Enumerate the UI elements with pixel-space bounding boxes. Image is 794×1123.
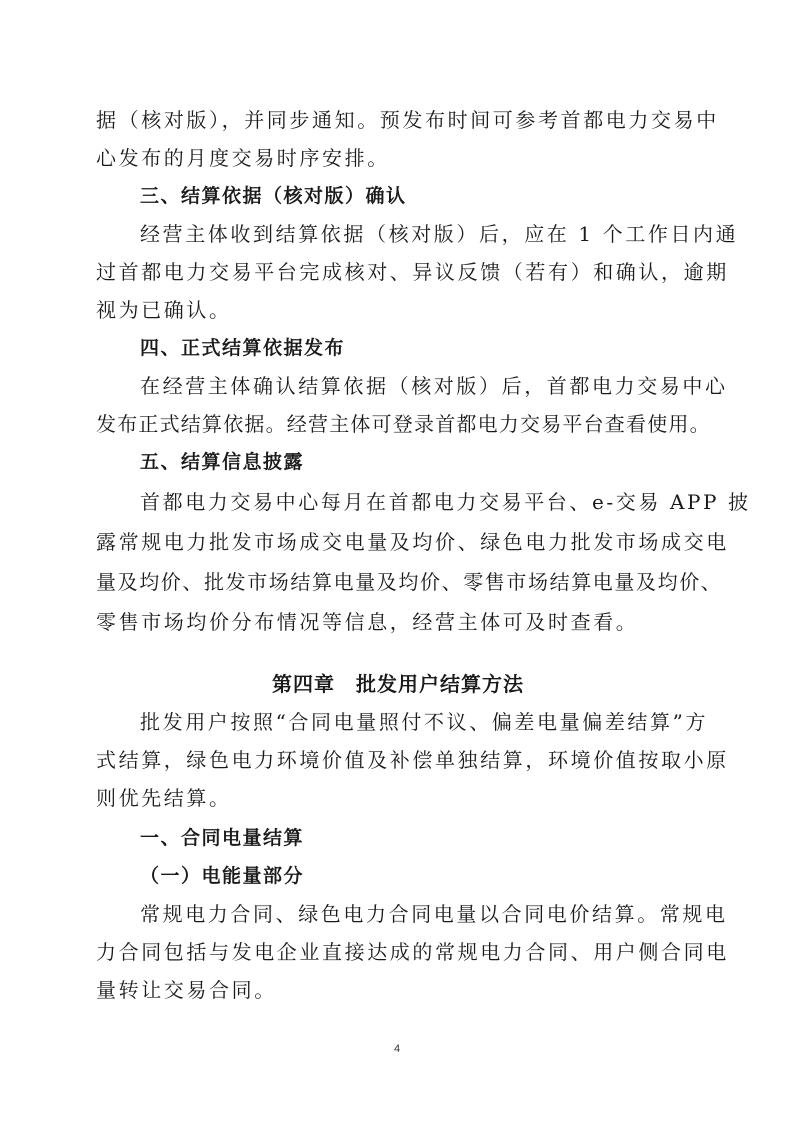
section-heading-3: 三、结算依据（核对版）确认: [140, 185, 407, 207]
paragraph-first-line: 常规电力合同、绿色电力合同电量以合同电价结算。常规电: [140, 902, 728, 926]
body-text-line: 力合同包括与发电企业直接达成的常规电力合同、用户侧合同电: [96, 940, 729, 964]
section-heading-5: 五、结算信息披露: [140, 451, 305, 473]
section-heading-4: 四、正式结算依据发布: [140, 337, 346, 359]
body-text-line: 过首都电力交易平台完成核对、异议反馈（若有）和确认，逾期: [96, 260, 729, 284]
subsection-heading-1: （一）电能量部分: [140, 865, 305, 887]
body-text-line: 据（核对版），并同步通知。预发布时间可参考首都电力交易中: [96, 108, 719, 132]
body-text-line: 则优先结算。: [96, 786, 232, 810]
paragraph-first-line: 首都电力交易中心每月在首都电力交易平台、e-交易 APP 披: [140, 490, 751, 514]
body-text-line: 露常规电力批发市场成交电量及均价、绿色电力批发市场成交电: [96, 530, 729, 554]
body-text-line: 视为已确认。: [96, 298, 232, 322]
body-text-line: 零售市场均价分布情况等信息，经营主体可及时查看。: [96, 610, 639, 634]
page-number: 4: [393, 1043, 401, 1055]
paragraph-first-line: 经营主体收到结算依据（核对版）后，应在 1 个工作日内通: [140, 222, 739, 246]
body-text-line: 心发布的月度交易时序安排。: [96, 146, 390, 170]
body-text-line: 量及均价、批发市场结算电量及均价、零售市场结算电量及均价、: [96, 570, 723, 594]
body-text-line: 量转让交易合同。: [96, 978, 277, 1002]
body-text-line: 发布正式结算依据。经营主体可登录首都电力交易平台查看使用。: [96, 412, 711, 436]
chapter-title: 第四章 批发用户结算方法: [272, 672, 524, 696]
paragraph-first-line: 在经营主体确认结算依据（核对版）后，首都电力交易中心: [140, 374, 728, 398]
body-text-line: 式结算，绿色电力环境价值及补偿单独结算，环境价值按取小原: [96, 748, 729, 772]
paragraph-first-line: 批发用户按照“合同电量照付不议、偏差电量偏差结算”方: [140, 710, 709, 734]
section-heading-1: 一、合同电量结算: [140, 827, 305, 849]
